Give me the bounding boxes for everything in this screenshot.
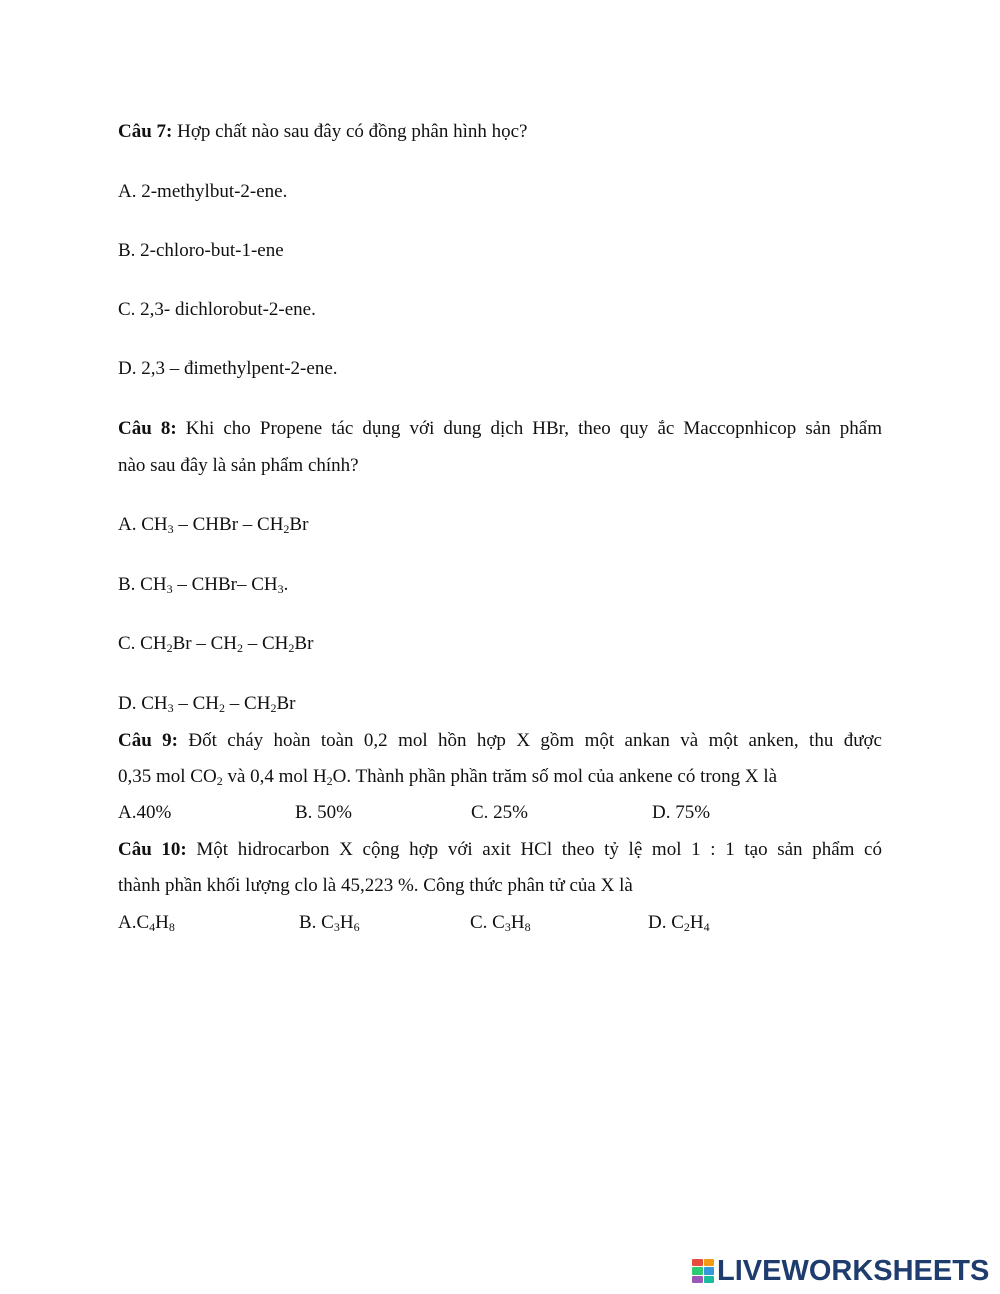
question-9-text-line2: 0,35 mol $CO_2$ và 0,4 mol $H_2O$. Thành phần phần trăm số mol của ankene có trong X là — [118, 766, 778, 788]
question-7-option-b: B. 2-chloro-but-1-ene — [118, 240, 284, 261]
question-9-option-d: D. 75% — [652, 802, 711, 823]
question-7 — [118, 120, 528, 144]
question-9-text-line1: Đốt cháy hoàn toàn 0,2 mol hồn hợp X gồm một ankan và một anken, thu được — [178, 730, 882, 751]
question-9-option-a: A.40% — [118, 802, 172, 823]
question-7-option-a: A. 2-methylbut-2-ene. — [118, 181, 288, 202]
question-9-label: Câu 9: — [118, 730, 178, 751]
question-10-option-d: D. $C_2H_4$ — [648, 912, 710, 934]
question-9-option-b: B. 50% — [295, 802, 352, 823]
question-9-option-c: C. 25% — [471, 802, 528, 823]
logo-square — [704, 1267, 715, 1274]
logo-square — [704, 1259, 715, 1266]
question-8-label: Câu 8: — [118, 418, 177, 439]
logo-square — [704, 1276, 715, 1283]
logo-square — [692, 1276, 703, 1283]
question-8-option-b: B. $CH_3$ – CHBr– $CH_3$. — [118, 574, 289, 596]
question-7-text: Hợp chất nào sau đây có đồng phân hình học? — [172, 121, 528, 142]
question-10-text-line1: Một hidrocarbon X cộng hợp với axit HCl theo tỷ lệ mol 1 : 1 tạo sản phẩm có — [186, 839, 882, 860]
logo-mark-icon — [692, 1259, 714, 1283]
question-8-option-d: D. $CH_3 - CH_2 - CH_2Br$ — [118, 693, 296, 715]
question-8-text-line2: nào sau đây là sản phẩm chính? — [118, 455, 359, 476]
question-7-option-c: C. 2,3- dichlorobut-2-ene. — [118, 299, 316, 320]
question-10-option-a: $A.C_4H_8$ — [118, 912, 175, 934]
question-8-option-c: C. $CH_2Br - CH_2 - CH_2Br$ — [118, 633, 314, 655]
question-10 — [118, 838, 882, 862]
question-7-option-d: D. 2,3 – đimethylpent-2-ene. — [118, 358, 338, 379]
question-10-option-c: C. $C_3H_8$ — [470, 912, 531, 934]
logo-square — [692, 1259, 703, 1266]
question-10-text-line2: thành phần khối lượng clo là 45,223 %. Công thức phân tử của X là — [118, 875, 633, 896]
question-8 — [118, 417, 882, 441]
question-10-option-b: B. $C_3H_6$ — [299, 912, 360, 934]
question-9 — [118, 729, 882, 753]
liveworksheets-logo — [692, 1254, 989, 1288]
logo-square — [692, 1267, 703, 1274]
question-10-label: Câu 10: — [118, 839, 187, 860]
question-7-label: Câu 7: — [118, 121, 173, 142]
logo-text: LIVEWORKSHEETS — [717, 1254, 990, 1287]
question-8-text-line1: Khi cho Propene tác dụng với dung dịch HBr, theo quy ắc Maccopnhicop sản phẩm — [176, 418, 882, 439]
question-8-option-a: A. $CH_3$ – CHBr – $CH_2Br$ — [118, 514, 309, 536]
